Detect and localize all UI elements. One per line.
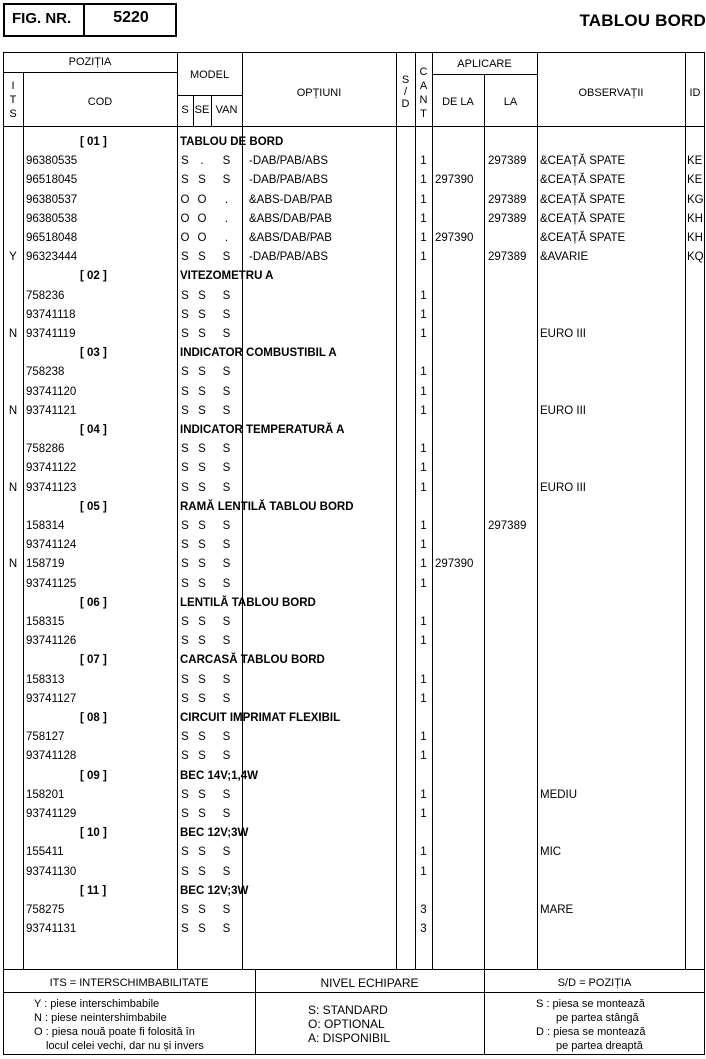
observatii-cell: &CEAȚĂ SPATE: [540, 193, 626, 206]
legend-sd-line: pe partea stângă: [556, 1012, 639, 1024]
model-van-cell: S: [222, 923, 231, 936]
cant-cell: 1: [420, 328, 427, 340]
col-divider: [177, 52, 178, 969]
its-cell: Y: [9, 251, 17, 264]
observatii-cell: MARE: [540, 904, 574, 916]
cant-cell: 1: [420, 443, 427, 456]
model-s-cell: S: [181, 404, 189, 417]
model-van-cell: S: [222, 558, 231, 571]
legend-nivel-line: S: STANDARD: [308, 1003, 388, 1017]
group-position: [ 04 ]: [80, 424, 107, 436]
model-s-cell: S: [181, 673, 189, 686]
col-divider: [537, 52, 538, 969]
model-s-cell: S: [181, 520, 189, 532]
legend-sd-line: pe partea dreaptă: [556, 1040, 643, 1052]
group-title: BEC 12V;3W: [180, 884, 249, 897]
model-s-cell: S: [181, 692, 189, 705]
model-se-cell: S: [198, 539, 206, 552]
cant-cell: 1: [420, 193, 427, 206]
model-se-cell: S: [198, 251, 206, 264]
header-divider: [3, 126, 705, 127]
observatii-cell: MIC: [540, 846, 562, 859]
cod-cell: 93741125: [26, 577, 77, 590]
group-position: [ 07 ]: [80, 654, 107, 667]
col-header-pozitia: POZIȚIA: [68, 56, 112, 68]
cod-cell: 93741121: [26, 404, 77, 417]
model-s-cell: S: [181, 539, 189, 552]
model-se-cell: S: [198, 366, 206, 379]
col-header-cant-2: A: [419, 80, 428, 92]
cod-cell: 758286: [26, 443, 65, 456]
la-cell: 297389: [488, 212, 527, 225]
model-van-cell: S: [222, 251, 231, 264]
col-header-its-3: S: [9, 108, 17, 120]
cant-cell: 1: [420, 404, 427, 417]
model-s-cell: S: [181, 788, 189, 801]
model-van-cell: S: [222, 366, 231, 379]
cod-cell: 96380537: [26, 193, 78, 206]
cod-cell: 758275: [26, 904, 65, 916]
optiuni-cell: -DAB/PAB/ABS: [249, 155, 329, 168]
cant-cell: 1: [420, 232, 427, 244]
model-van-cell: S: [222, 174, 231, 187]
model-s-cell: S: [181, 443, 189, 456]
cant-cell: 1: [420, 865, 427, 878]
observatii-cell: EURO III: [540, 328, 587, 340]
observatii-cell: MEDIU: [540, 788, 578, 801]
its-cell: N: [8, 481, 18, 494]
optiuni-cell: -DAB/PAB/ABS: [249, 251, 329, 264]
cod-cell: 96323444: [26, 251, 78, 264]
group-title: CIRCUIT IMPRIMAT FLEXIBIL: [180, 712, 341, 724]
cant-cell: 1: [420, 577, 427, 590]
observatii-cell: &CEAȚĂ SPATE: [540, 232, 626, 244]
legend-its-line: O : piesa nouă poate fi folosită în: [34, 1026, 195, 1038]
legend-sd-line: D : piesa se montează: [536, 1026, 646, 1038]
col-divider-aplicare: [484, 74, 485, 969]
cant-cell: 1: [420, 174, 427, 187]
model-se-cell: S: [198, 616, 206, 628]
model-se-cell: S: [198, 462, 206, 475]
la-cell: 297389: [488, 193, 527, 206]
legend-its-line: locul celei vechi, dar nu și invers: [46, 1040, 204, 1052]
model-se-cell: S: [198, 673, 206, 686]
model-van-cell: S: [222, 865, 231, 878]
de-la-cell: 297390: [435, 558, 474, 571]
figure-label: FIG. NR.: [12, 10, 72, 27]
model-s-cell: S: [181, 750, 189, 763]
model-s-cell: S: [181, 904, 189, 916]
col-divider: [396, 52, 397, 969]
observatii-cell: &CEAȚĂ SPATE: [540, 174, 626, 187]
cod-cell: 96518045: [26, 174, 78, 187]
model-se-cell: S: [198, 289, 206, 302]
cod-cell: 758127: [26, 731, 65, 744]
col-divider-its: [23, 72, 24, 969]
model-se-cell: S: [198, 481, 206, 494]
model-s-cell: S: [181, 923, 189, 936]
col-header-observatii: OBSERVAȚII: [578, 87, 644, 99]
model-s-cell: S: [181, 616, 189, 628]
group-position: [ 08 ]: [80, 712, 107, 724]
model-van-cell: .: [224, 232, 229, 244]
group-title: INDICATOR TEMPERATURĂ A: [180, 424, 345, 436]
model-s-cell: S: [181, 174, 189, 187]
model-se-cell: S: [198, 328, 206, 340]
col-header-model-se: SE: [194, 104, 210, 116]
model-van-cell: S: [222, 731, 231, 744]
page-title: TABLOU BORD: [579, 11, 706, 30]
group-position: [ 06 ]: [80, 596, 107, 609]
model-se-cell: S: [198, 635, 206, 648]
cant-cell: 1: [420, 750, 427, 763]
model-s-cell: S: [181, 328, 189, 340]
model-se-cell: .: [200, 155, 204, 168]
de-la-cell: 297390: [435, 174, 474, 187]
col-header-model-s: S: [181, 104, 189, 116]
col-divider: [685, 52, 686, 969]
legend-sd-title: S/D = POZIȚIA: [557, 977, 632, 989]
model-se-cell: O: [197, 232, 207, 244]
cod-cell: 93741118: [26, 308, 76, 321]
its-cell: N: [8, 558, 18, 571]
col-divider: [432, 52, 433, 969]
optiuni-cell: -DAB/PAB/ABS: [249, 174, 329, 187]
group-title: LENTILĂ TABLOU BORD: [180, 596, 316, 609]
model-s-cell: S: [181, 308, 189, 321]
cant-cell: 1: [420, 520, 427, 532]
cod-cell: 158313: [26, 673, 65, 686]
model-van-cell: S: [222, 462, 231, 475]
col-header-optiuni: OPȚIUNI: [296, 87, 342, 99]
cod-cell: 158719: [26, 558, 65, 571]
cant-cell: 1: [420, 462, 427, 475]
id-cell: KQ: [687, 251, 704, 264]
model-s-cell: O: [180, 232, 190, 244]
cod-cell: 93741123: [26, 481, 77, 494]
cod-cell: 158201: [26, 788, 65, 801]
col-header-la: LA: [503, 96, 518, 108]
legend-its-title: ITS = INTERSCHIMBABILITATE: [49, 977, 209, 989]
model-s-cell: S: [181, 577, 189, 590]
model-divider: [177, 95, 242, 96]
model-van-cell: S: [222, 808, 231, 820]
model-van-cell: S: [222, 904, 231, 916]
id-cell: KG: [687, 193, 704, 206]
group-title: TABLOU DE BORD: [180, 136, 284, 148]
group-title: INDICATOR COMBUSTIBIL A: [180, 347, 337, 360]
model-s-cell: O: [180, 193, 190, 206]
model-s-cell: S: [181, 846, 189, 859]
model-s-cell: S: [181, 481, 189, 494]
model-se-cell: O: [197, 193, 207, 206]
group-title: CARCASĂ TABLOU BORD: [180, 654, 325, 667]
cant-cell: 1: [420, 289, 427, 302]
model-van-cell: S: [222, 308, 231, 321]
cant-cell: 3: [420, 904, 427, 916]
cod-cell: 758238: [26, 366, 65, 379]
pozitia-divider: [3, 72, 177, 73]
cod-cell: 93741122: [26, 462, 77, 475]
group-title: BEC 14V;1,4W: [180, 769, 258, 782]
model-s-cell: S: [181, 808, 189, 820]
model-se-cell: S: [198, 692, 206, 705]
model-s-cell: S: [181, 155, 189, 168]
id-cell: KH: [687, 232, 703, 244]
observatii-cell: EURO III: [540, 481, 587, 494]
model-van-cell: S: [222, 155, 231, 168]
model-se-cell: S: [198, 308, 206, 321]
cant-cell: 1: [420, 539, 427, 552]
cod-cell: 93741126: [26, 635, 77, 648]
group-position: [ 09 ]: [80, 769, 107, 782]
group-position: [ 05 ]: [80, 500, 107, 513]
group-title: RAMĂ LENTILĂ TABLOU BORD: [180, 500, 354, 513]
cant-cell: 1: [420, 212, 427, 225]
model-se-cell: S: [198, 443, 206, 456]
model-se-cell: S: [198, 731, 206, 744]
optiuni-cell: &ABS-DAB/PAB: [249, 193, 333, 206]
cant-cell: 1: [420, 673, 427, 686]
its-cell: N: [8, 404, 18, 417]
legend-sd-line: S : piesa se montează: [536, 998, 645, 1010]
cod-cell: 158315: [26, 616, 65, 628]
model-se-cell: S: [198, 558, 206, 571]
cant-cell: 1: [420, 385, 427, 398]
model-s-cell: S: [181, 385, 189, 398]
model-se-cell: S: [198, 808, 206, 820]
cant-cell: 1: [420, 308, 427, 321]
model-van-cell: S: [222, 577, 231, 590]
legend-its-line: Y : piese interschimbabile: [34, 998, 160, 1010]
model-se-cell: S: [198, 404, 206, 417]
model-van-cell: S: [222, 750, 231, 763]
model-van-cell: S: [222, 846, 231, 859]
legend-nivel-title: NIVEL ECHIPARE: [320, 976, 419, 990]
model-s-cell: S: [181, 865, 189, 878]
model-van-cell: S: [222, 385, 231, 398]
model-s-cell: S: [181, 251, 189, 264]
cod-cell: 96380538: [26, 212, 78, 225]
cant-cell: 1: [420, 155, 427, 168]
col-header-sd-1: S: [401, 74, 410, 86]
group-position: [ 02 ]: [80, 270, 107, 283]
cant-cell: 1: [420, 635, 427, 648]
model-se-cell: S: [198, 846, 206, 859]
col-header-cod: COD: [87, 96, 113, 108]
model-se-cell: S: [198, 577, 206, 590]
model-van-cell: S: [222, 328, 231, 340]
cant-cell: 3: [420, 923, 427, 936]
id-cell: KE: [687, 174, 703, 187]
model-s-cell: O: [180, 212, 190, 225]
col-header-model: MODEL: [189, 69, 230, 81]
model-se-cell: S: [198, 750, 206, 763]
group-title: VITEZOMETRU A: [180, 270, 274, 283]
model-van-cell: S: [222, 635, 231, 648]
col-header-its-1: I: [11, 80, 15, 92]
model-van-cell: S: [222, 539, 231, 552]
la-cell: 297389: [488, 251, 527, 264]
cod-cell: 93741120: [26, 385, 77, 398]
cod-cell: 93741131: [26, 923, 77, 936]
cant-cell: 1: [420, 616, 427, 628]
observatii-cell: &AVARIE: [540, 251, 589, 264]
col-header-cant-1: C: [419, 66, 428, 78]
col-header-sd-2: /: [403, 86, 408, 98]
model-se-cell: S: [198, 385, 206, 398]
model-se-cell: S: [198, 904, 206, 916]
model-van-cell: .: [224, 193, 229, 206]
cod-cell: 93741124: [26, 539, 77, 552]
col-header-id: ID: [689, 87, 701, 99]
optiuni-cell: &ABS/DAB/PAB: [249, 232, 332, 244]
model-s-cell: S: [181, 462, 189, 475]
cod-cell: 93741127: [26, 692, 77, 705]
id-cell: KE: [687, 155, 703, 168]
cant-cell: 1: [420, 692, 427, 705]
model-se-cell: O: [197, 212, 207, 225]
cod-cell: 155411: [26, 846, 64, 859]
col-header-aplicare: APLICARE: [457, 58, 512, 70]
col-header-model-van: VAN: [215, 104, 238, 116]
model-van-cell: S: [222, 616, 231, 628]
cod-cell: 93741119: [26, 328, 76, 340]
model-s-cell: S: [181, 731, 189, 744]
la-cell: 297389: [488, 520, 527, 532]
model-s-cell: S: [181, 366, 189, 379]
legend-divider: [3, 969, 705, 970]
group-position: [ 01 ]: [80, 136, 107, 148]
observatii-cell: &CEAȚĂ SPATE: [540, 212, 626, 225]
model-se-cell: S: [198, 520, 206, 532]
cod-cell: 758236: [26, 289, 65, 302]
legend-its-line: N : piese neintershimbabile: [34, 1012, 167, 1024]
col-header-cant-4: T: [420, 108, 427, 120]
model-van-cell: S: [222, 673, 231, 686]
cant-cell: 1: [420, 251, 427, 264]
model-van-cell: S: [222, 692, 231, 705]
cod-cell: 96518048: [26, 232, 78, 244]
col-header-cant-3: N: [419, 94, 428, 106]
model-s-cell: S: [181, 635, 189, 648]
model-s-cell: S: [181, 289, 189, 302]
group-title: BEC 12V;3W: [180, 827, 249, 840]
legend-nivel-line: O: OPTIONAL: [308, 1017, 385, 1031]
legend-title-divider: [3, 992, 705, 993]
col-header-its-2: T: [9, 94, 17, 106]
legend-nivel-line: A: DISPONIBIL: [308, 1031, 391, 1045]
cod-cell: 93741128: [26, 750, 77, 763]
model-van-cell: S: [222, 520, 231, 532]
model-van-cell: S: [222, 481, 231, 494]
col-header-de-la: DE LA: [442, 96, 474, 108]
model-van-cell: .: [224, 212, 229, 225]
model-van-cell: S: [222, 788, 231, 801]
model-se-cell: S: [198, 174, 206, 187]
figure-number: 5220: [113, 9, 149, 26]
cant-cell: 1: [420, 558, 427, 571]
cant-cell: 1: [420, 366, 427, 379]
cod-cell: 93741129: [26, 808, 77, 820]
cant-cell: 1: [420, 788, 427, 801]
observatii-cell: EURO III: [540, 404, 587, 417]
cant-cell: 1: [420, 846, 427, 859]
id-cell: KH: [687, 212, 703, 225]
group-position: [ 03 ]: [80, 347, 107, 360]
model-van-cell: S: [222, 289, 231, 302]
de-la-cell: 297390: [435, 232, 474, 244]
col-divider: [415, 52, 416, 969]
model-se-cell: S: [198, 788, 206, 801]
model-se-cell: S: [198, 865, 206, 878]
optiuni-cell: &ABS/DAB/PAB: [249, 212, 332, 225]
group-position: [ 10 ]: [80, 827, 107, 840]
col-header-sd-3: D: [401, 98, 410, 110]
model-se-cell: S: [198, 923, 206, 936]
la-cell: 297389: [488, 155, 527, 168]
model-van-cell: S: [222, 443, 231, 456]
cant-cell: 1: [420, 731, 427, 744]
its-cell: N: [8, 328, 18, 340]
observatii-cell: &CEAȚĂ SPATE: [540, 155, 626, 168]
group-position: [ 11 ]: [80, 884, 107, 897]
cant-cell: 1: [420, 481, 427, 494]
cod-cell: 93741130: [26, 865, 77, 878]
model-s-cell: S: [181, 558, 189, 571]
cant-cell: 1: [420, 808, 427, 820]
cod-cell: 158314: [26, 520, 65, 532]
cod-cell: 96380535: [26, 155, 78, 168]
model-van-cell: S: [222, 404, 231, 417]
